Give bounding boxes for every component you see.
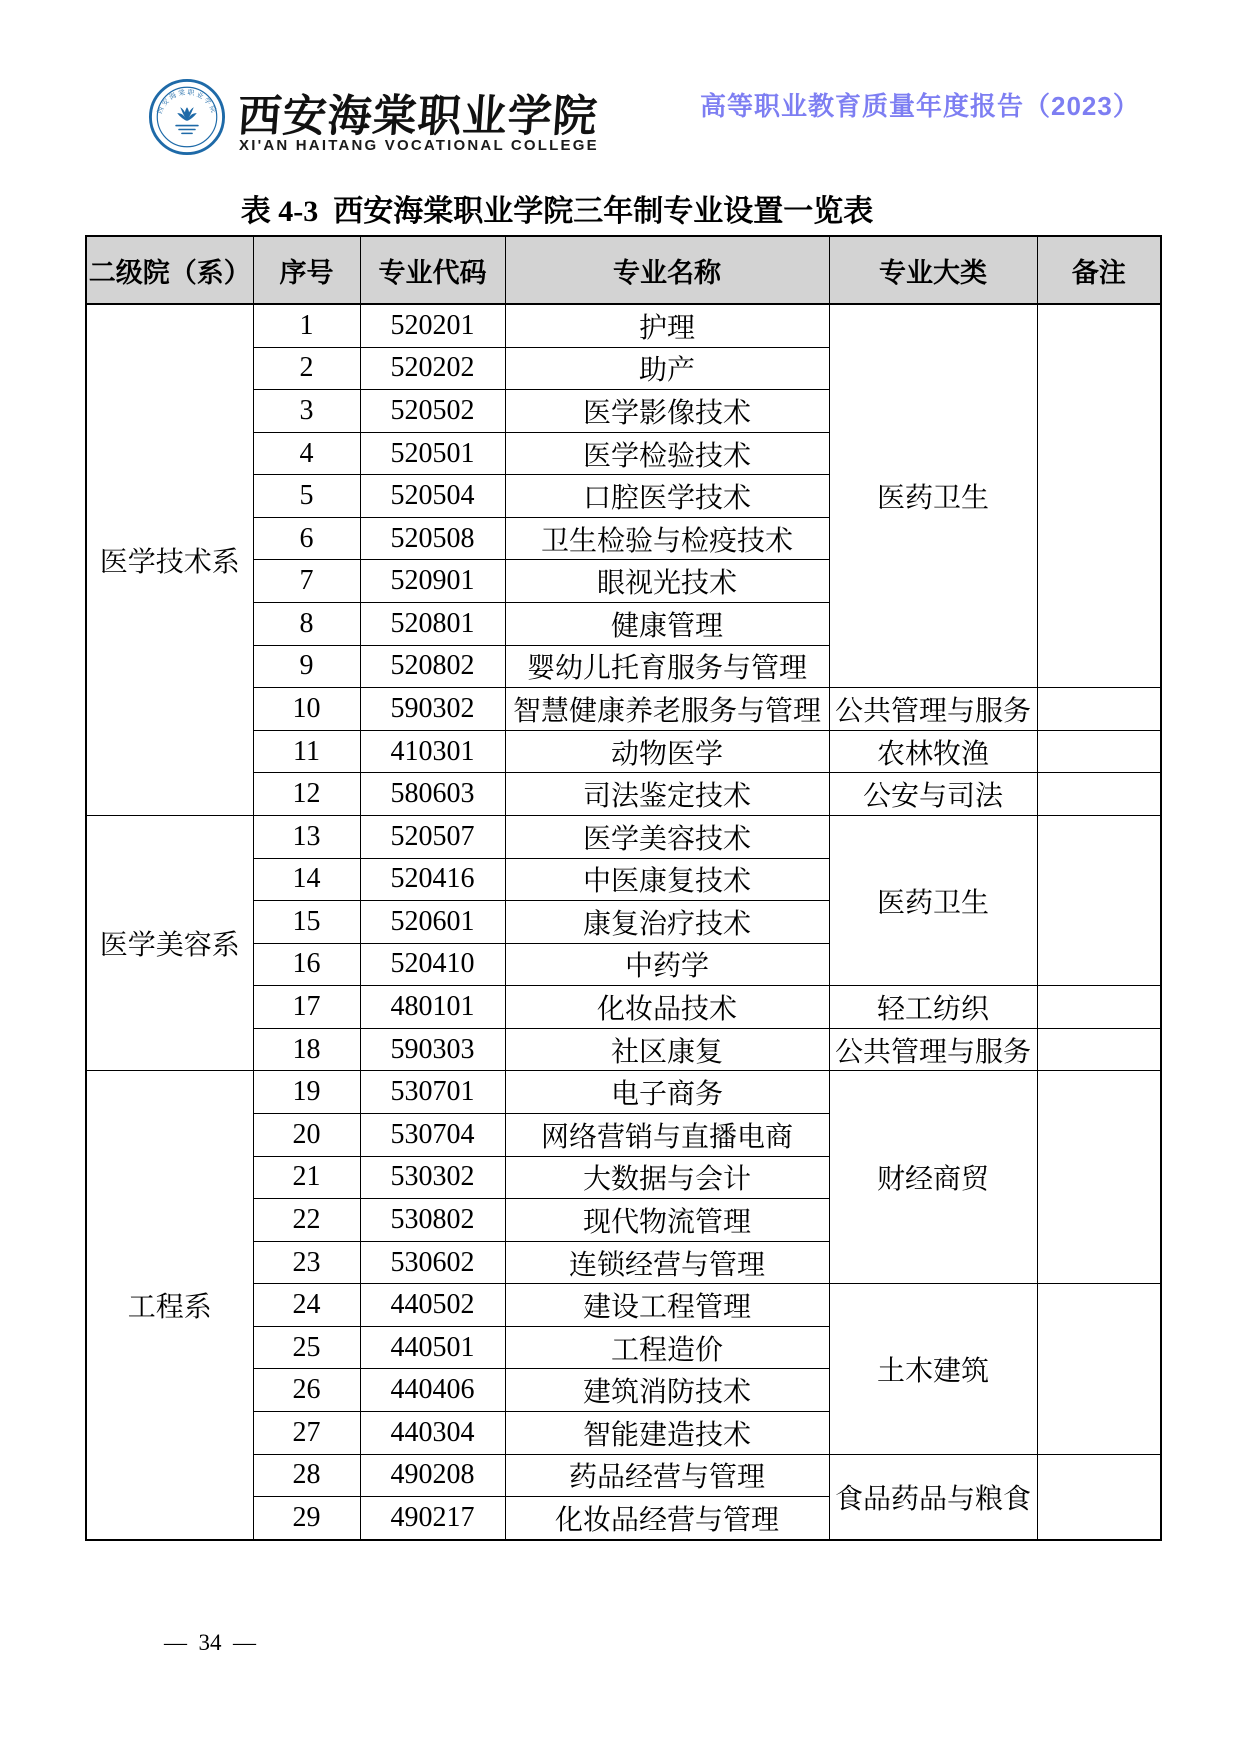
major-code-cell: 490208 [360,1454,505,1497]
row-number-cell: 25 [253,1326,360,1369]
row-number-cell: 29 [253,1497,360,1540]
major-name-cell: 网络营销与直播电商 [505,1114,829,1157]
major-code-cell: 410301 [360,730,505,773]
major-code-cell: 520501 [360,432,505,475]
remark-cell [1037,1454,1161,1540]
major-name-cell: 健康管理 [505,603,829,646]
row-number-cell: 11 [253,730,360,773]
category-cell: 财经商贸 [829,1071,1037,1284]
major-name-cell: 司法鉴定技术 [505,773,829,816]
major-code-cell: 530602 [360,1241,505,1284]
college-name-english: XI'AN HAITANG VOCATIONAL COLLEGE [239,137,599,154]
major-name-cell: 眼视光技术 [505,560,829,603]
row-number-cell: 17 [253,986,360,1029]
major-name-cell: 建筑消防技术 [505,1369,829,1412]
major-name-cell: 药品经营与管理 [505,1454,829,1497]
major-code-cell: 520508 [360,517,505,560]
report-header-title: 高等职业教育质量年度报告（2023） [700,91,1140,121]
col-header-number: 序号 [253,236,360,304]
major-code-cell: 520410 [360,943,505,986]
remark-cell [1037,1071,1161,1284]
remark-cell [1037,773,1161,816]
category-cell: 公共管理与服务 [829,688,1037,731]
table-caption: 表 4-3 西安海棠职业学院三年制专业设置一览表 [240,195,874,228]
category-cell: 公共管理与服务 [829,1028,1037,1071]
table-row [86,815,1161,858]
major-code-cell: 520502 [360,390,505,433]
major-code-cell: 520202 [360,347,505,390]
row-number-cell: 16 [253,943,360,986]
dept-cell: 医学技术系 [86,304,253,815]
remark-cell [1037,730,1161,773]
major-name-cell: 智能建造技术 [505,1412,829,1455]
major-code-cell: 530701 [360,1071,505,1114]
row-number-cell: 22 [253,1199,360,1242]
major-name-cell: 化妆品技术 [505,986,829,1029]
col-header-major-category: 专业大类 [829,236,1037,304]
major-name-cell: 电子商务 [505,1071,829,1114]
remark-cell [1037,986,1161,1029]
major-code-cell: 440501 [360,1326,505,1369]
major-code-cell: 520201 [360,304,505,347]
row-number-cell: 10 [253,688,360,731]
major-name-cell: 建设工程管理 [505,1284,829,1327]
row-number-cell: 12 [253,773,360,816]
row-number-cell: 4 [253,432,360,475]
row-number-cell: 23 [253,1241,360,1284]
category-cell: 轻工纺织 [829,986,1037,1029]
row-number-cell: 9 [253,645,360,688]
row-number-cell: 6 [253,517,360,560]
major-code-cell: 520507 [360,815,505,858]
category-cell: 医药卫生 [829,304,1037,688]
major-name-cell: 助产 [505,347,829,390]
major-name-cell: 化妆品经营与管理 [505,1497,829,1540]
major-name-cell: 中药学 [505,943,829,986]
category-cell: 医药卫生 [829,815,1037,985]
col-header-department: 二级院（系） [86,236,253,304]
row-number-cell: 1 [253,304,360,347]
major-name-cell: 中医康复技术 [505,858,829,901]
row-number-cell: 24 [253,1284,360,1327]
row-number-cell: 15 [253,901,360,944]
category-cell: 农林牧渔 [829,730,1037,773]
row-number-cell: 3 [253,390,360,433]
col-header-remark: 备注 [1037,236,1161,304]
major-code-cell: 520801 [360,603,505,646]
table-header-row [86,236,1161,304]
col-header-major-name: 专业名称 [505,236,829,304]
row-number-cell: 21 [253,1156,360,1199]
major-name-cell: 医学美容技术 [505,815,829,858]
major-name-cell: 现代物流管理 [505,1199,829,1242]
college-name-calligraphy: 西安海棠职业学院 [235,92,600,141]
remark-cell [1037,1028,1161,1071]
major-code-cell: 520802 [360,645,505,688]
col-header-major-code: 专业代码 [360,236,505,304]
major-code-cell: 590302 [360,688,505,731]
category-cell: 土木建筑 [829,1284,1037,1454]
major-name-cell: 大数据与会计 [505,1156,829,1199]
major-code-cell: 520901 [360,560,505,603]
svg-text:西 安 海 棠 职 业 学 院: 西 安 海 棠 职 业 学 院 [156,89,217,115]
remark-cell [1037,304,1161,688]
page-number: — 34 — [164,1630,256,1655]
major-name-cell: 护理 [505,304,829,347]
major-code-cell: 530802 [360,1199,505,1242]
row-number-cell: 26 [253,1369,360,1412]
remark-cell [1037,688,1161,731]
major-name-cell: 医学检验技术 [505,432,829,475]
major-name-cell: 康复治疗技术 [505,901,829,944]
category-cell: 公安与司法 [829,773,1037,816]
row-number-cell: 14 [253,858,360,901]
major-code-cell: 520504 [360,475,505,518]
major-code-cell: 520601 [360,901,505,944]
major-name-cell: 动物医学 [505,730,829,773]
major-code-cell: 530704 [360,1114,505,1157]
major-name-cell: 婴幼儿托育服务与管理 [505,645,829,688]
row-number-cell: 5 [253,475,360,518]
major-code-cell: 530302 [360,1156,505,1199]
row-number-cell: 18 [253,1028,360,1071]
major-code-cell: 590303 [360,1028,505,1071]
row-number-cell: 2 [253,347,360,390]
row-number-cell: 7 [253,560,360,603]
table-row [86,304,1161,347]
row-number-cell: 27 [253,1412,360,1455]
remark-cell [1037,1284,1161,1454]
row-number-cell: 19 [253,1071,360,1114]
category-cell: 食品药品与粮食 [829,1454,1037,1540]
row-number-cell: 28 [253,1454,360,1497]
table-row [86,1071,1161,1114]
remark-cell [1037,815,1161,985]
major-name-cell: 社区康复 [505,1028,829,1071]
major-code-cell: 490217 [360,1497,505,1540]
major-code-cell: 520416 [360,858,505,901]
majors-table [85,235,1162,1541]
major-name-cell: 智慧健康养老服务与管理 [505,688,829,731]
major-name-cell: 医学影像技术 [505,390,829,433]
row-number-cell: 8 [253,603,360,646]
major-name-cell: 卫生检验与检疫技术 [505,517,829,560]
major-code-cell: 580603 [360,773,505,816]
major-code-cell: 480101 [360,986,505,1029]
major-name-cell: 口腔医学技术 [505,475,829,518]
college-seal-icon [148,78,226,156]
major-name-cell: 工程造价 [505,1326,829,1369]
dept-cell: 医学美容系 [86,815,253,1070]
row-number-cell: 13 [253,815,360,858]
major-name-cell: 连锁经营与管理 [505,1241,829,1284]
row-number-cell: 20 [253,1114,360,1157]
major-code-cell: 440502 [360,1284,505,1327]
major-code-cell: 440406 [360,1369,505,1412]
major-code-cell: 440304 [360,1412,505,1455]
dept-cell: 工程系 [86,1071,253,1540]
